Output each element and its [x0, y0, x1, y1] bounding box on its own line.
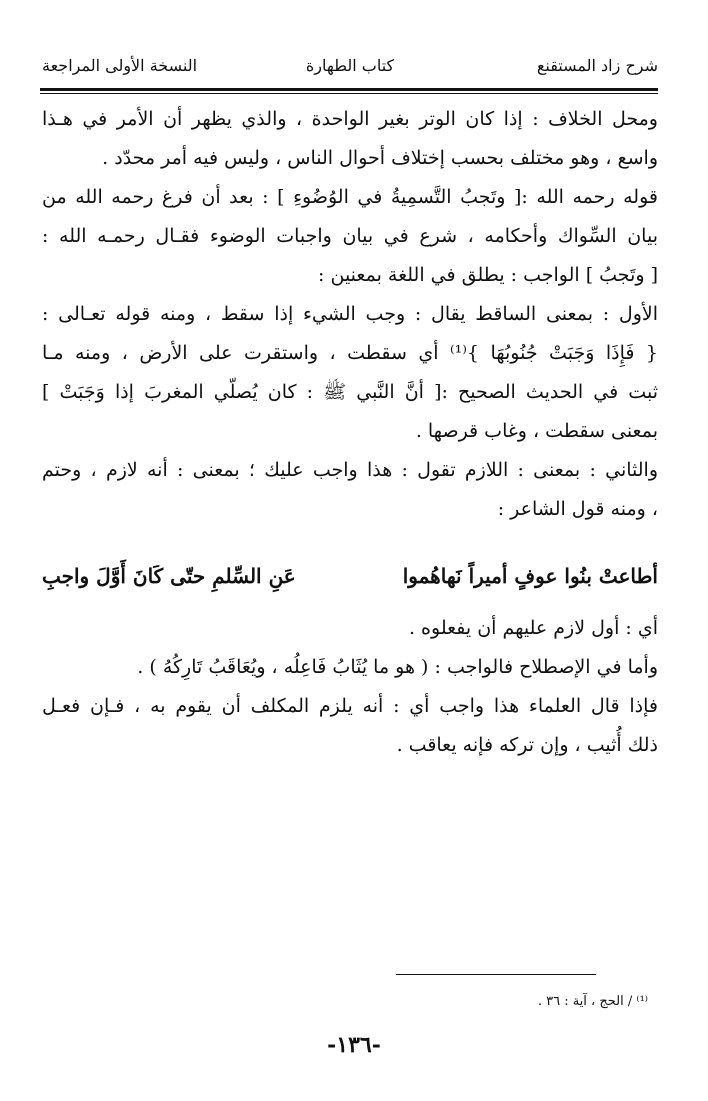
- text-line: ثبت في الحديث الصحيح :[ أنَّ النَّبي ﷺ : كان يُصلّي المغربَ إذا وَجَبَتْ ]: [42, 381, 658, 403]
- footnote-separator: [396, 974, 596, 975]
- running-header: [42, 48, 658, 84]
- verse-spacer: [42, 599, 658, 609]
- text-line: قوله رحمه الله :[ وتَجبُ التَّسمِيةُ في الوُضُوءِ ] : بعد أن فرغ رحمه الله من: [42, 186, 658, 208]
- text-line: ذلك أُثيب ، وإن تركه فإنه يعاقب .: [396, 734, 658, 756]
- header-book-title: شرح زاد المستقنع: [536, 56, 658, 75]
- verse-spacer: [42, 529, 658, 553]
- text-line: ، ومنه قول الشاعر :: [497, 498, 658, 520]
- poetry-verse: [42, 553, 658, 599]
- header-chapter-title: كتاب الطهارة: [305, 56, 395, 75]
- header-edition-label: النسخة الأولى المراجعة: [42, 56, 198, 75]
- header-rule-thick: [40, 88, 658, 91]
- text-line: فإذا قال العلماء هذا واجب أي : أنه يلزم المكلف أن يقوم به ، فـإن فعـل: [42, 695, 658, 717]
- footnote: ⁽¹⁾ / الحج ، آية : ٣٦ .: [537, 994, 648, 1009]
- verse-second-hemistich: عَنِ السِّلمِ حتّى كَانَ أَوَّلَ واجبِ: [42, 564, 296, 588]
- text-line: وأما في الإصطلاح فالواجب : ( هو ما يُثَابُ فَاعِلُه ، ويُعَاقَبُ تَارِكُهُ ) .: [137, 656, 658, 678]
- text-line: أي : أول لازم عليهم أن يفعلوه .: [408, 617, 658, 639]
- header-rule-thin: [40, 93, 658, 94]
- text-line: واسع ، وهو مختلف بحسب إختلاف أحوال الناس ، وليس فيه أمر محدّد .: [102, 147, 658, 169]
- text-line: [ وتَجبُ ] الواجب : يطلق في اللغة بمعنين :: [318, 264, 658, 286]
- page-body: [42, 100, 658, 765]
- page-number: -١٣٦-: [327, 1032, 381, 1058]
- text-line: بمعنى سقطت ، وغاب قرصها .: [415, 420, 658, 442]
- verse-first-hemistich: أطاعتْ بنُوا عوفٍ أميراً نَهاهُموا: [402, 564, 658, 588]
- text-line: { فَإِذَا وَجَبَتْ جُنُوبُهَا }⁽¹⁾ أي سقطت ، واستقرت على الأرض ، ومنه مـا: [42, 342, 658, 364]
- text-line: بيان السِّواك وأحكامه ، شرع في بيان واجبات الوضوء فقـال رحمـه الله :: [42, 225, 658, 247]
- text-line: ومحل الخلاف : إذا كان الوتر بغير الواحدة ، والذي يظهر أن الأمر في هـذا: [42, 108, 658, 130]
- text-line: الأول : بمعنى الساقط يقال : وجب الشيء إذا سقط ، ومنه قوله تعـالى :: [42, 303, 658, 325]
- text-line: والثاني : بمعنى : اللازم تقول : هذا واجب عليك ؛ بمعنى : أنه لازم ، وحتم: [42, 459, 658, 481]
